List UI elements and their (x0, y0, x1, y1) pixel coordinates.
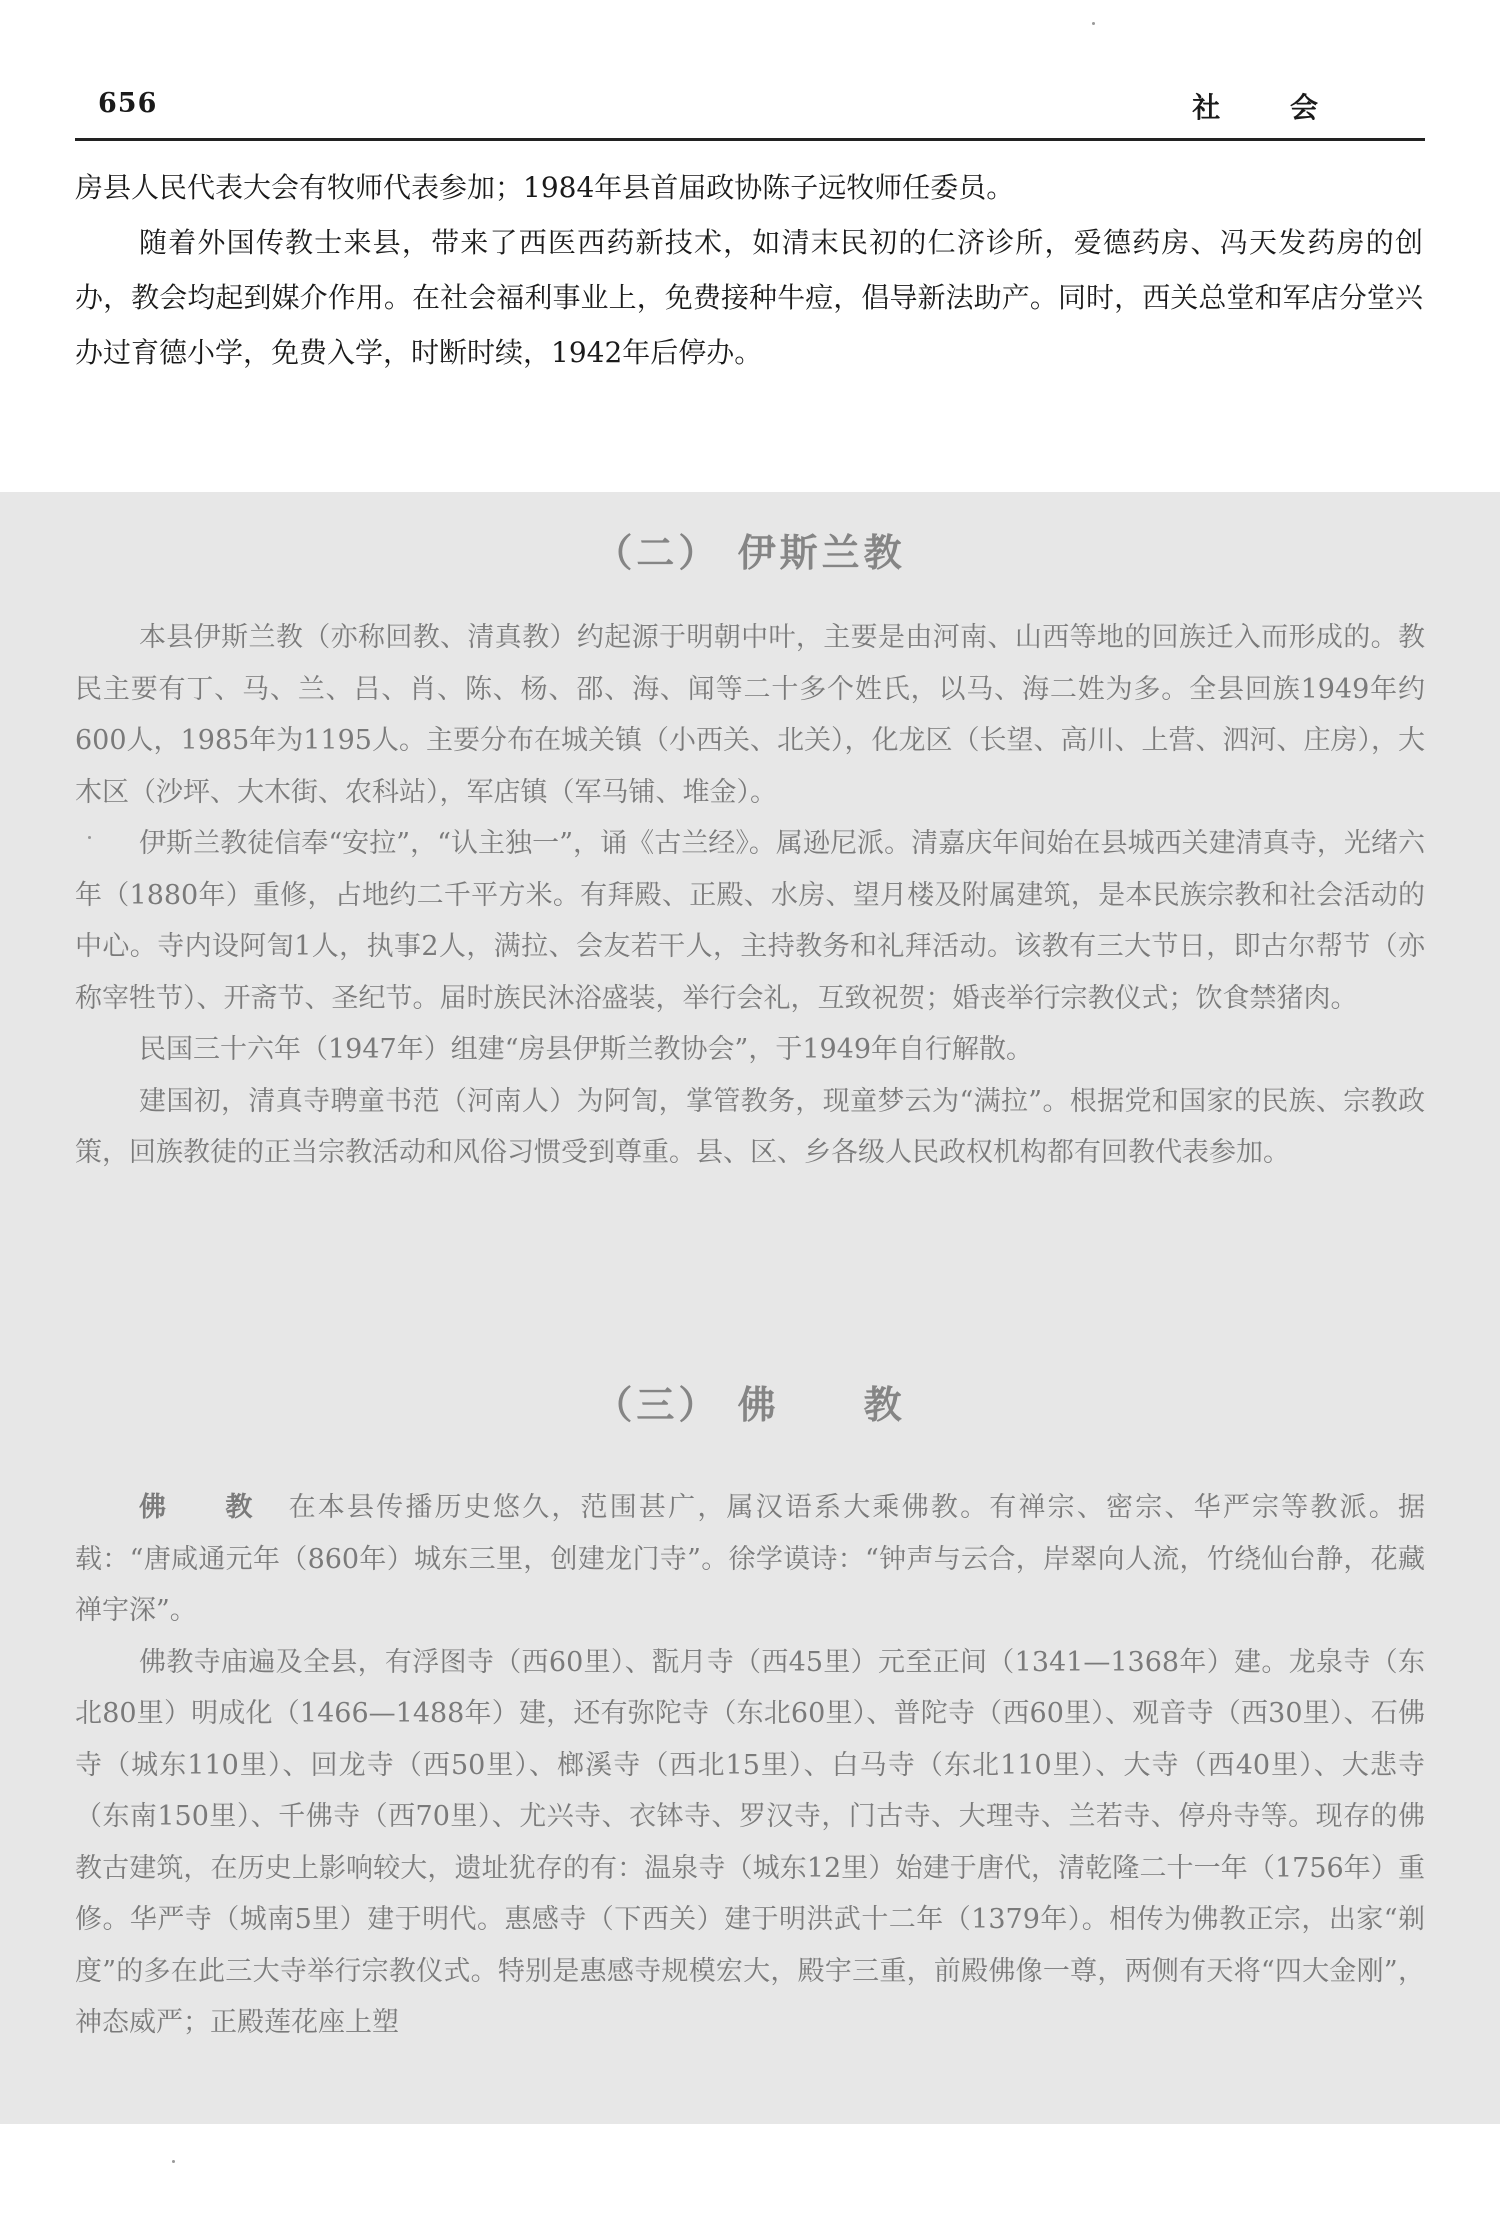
paragraph-text: 在本县传播历史悠久，范围甚广，属汉语系大乘佛教。有禅宗、密宗、华严宗等教派。据载：“唐咸通元年（860年）城东三里，创建龙门寺”。徐学谟诗：“钟声与云合，岸翠向人流，竹绕仙台静，花藏禅宇深”。 (75, 1492, 1426, 1626)
paragraph: 随着外国传教士来县，带来了西医西药新技术，如清末民初的仁济诊所，爱德药房、冯天发药房的创办，教会均起到媒介作用。在社会福利事业上，免费接种牛痘，倡导新法助产。同时，西关总堂和军店分堂兴办过育德小学，免费入学，时断时续，1942年后停办。 (75, 226, 1423, 369)
paragraph: 民国三十六年（1947年）组建“房县伊斯兰教协会”，于1949年自行解散。 (139, 1034, 1034, 1065)
scan-speck (88, 836, 91, 839)
paragraph: 本县伊斯兰教（亦称回教、清真教）约起源于明朝中叶，主要是由河南、山西等地的回族迁入而形成的。教民主要有丁、马、兰、吕、肖、陈、杨、邵、海、闻等二十多个姓氏，以马、海二姓为多。全县回族1949年约600人，1985年为1195人。主要分布在城关镇（小西关、北关），化龙区（长望、高川、上营、泗河、庄房），大木区（沙坪、大木街、农科站），军店镇（军马铺、堆金）。 (75, 622, 1425, 808)
section-body-islam (75, 612, 1425, 1179)
paragraph: 伊斯兰教徒信奉“安拉”，“认主独一”，诵《古兰经》。属逊尼派。清嘉庆年间始在县城西关建清真寺，光绪六年（1880年）重修，占地约二千平方米。有拜殿、正殿、水房、望月楼及附属建筑，是本民族宗教和社会活动的中心。寺内设阿訇1人，执事2人，满拉、会友若干人，主持教务和礼拜活动。该教有三大节日，即古尔帮节（亦称宰牲节）、开斋节、圣纪节。届时族民沐浴盛装，举行会礼，互致祝贺；婚丧举行宗教仪式；饮食禁猪肉。 (75, 828, 1425, 1014)
scan-speck (172, 2160, 175, 2163)
shaded-region (0, 492, 1500, 2124)
header-rule (75, 138, 1425, 141)
top-text-block (75, 160, 1423, 380)
scan-speck (1092, 22, 1095, 25)
running-head: 社 会 (1192, 91, 1348, 124)
page-number: 656 (98, 88, 158, 119)
lead-in-term: 佛 教 (139, 1492, 269, 1523)
paragraph (75, 1482, 1425, 1637)
paragraph: 房县人民代表大会有牧师代表参加；1984年县首届政协陈子远牧师任委员。 (75, 171, 1015, 204)
section-heading-islam: （二） 伊斯兰教 (594, 530, 906, 575)
section-heading-buddhism: （三） 佛 教 (594, 1382, 906, 1427)
paragraph: 建国初，清真寺聘童书范（河南人）为阿訇，掌管教务，现童梦云为“满拉”。根据党和国家的民族、宗教政策，回族教徒的正当宗教活动和风俗习惯受到尊重。县、区、乡各级人民政权机构都有回教代表参加。 (75, 1085, 1425, 1168)
paragraph: 佛教寺庙遍及全县，有浮图寺（西60里）、翫月寺（西45里）元至正间（1341—1368年）建。龙泉寺（东北80里）明成化（1466—1488年）建，还有弥陀寺（东北60里）、普陀寺（西60里）、观音寺（西30里）、石佛寺（城东110里）、回龙寺（西50里）、榔溪寺（西北15里）、白马寺（东北110里）、大寺（西40里）、大悲寺（东南150里）、千佛寺（西70里）、尤兴寺、衣钵寺、罗汉寺，门古寺、大理寺、兰若寺、停舟寺等。现存的佛教古建筑，在历史上影响较大，遗址犹存的有：温泉寺（城东12里）始建于唐代，清乾隆二十一年（1756年）重修。华严寺（城南5里）建于明代。惠感寺（下西关）建于明洪武十二年（1379年）。相传为佛教正宗，出家“剃度”的多在此三大寺举行宗教仪式。特别是惠感寺规模宏大，殿宇三重，前殿佛像一尊，两侧有天将“四大金刚”，神态威严；正殿莲花座上塑 (75, 1646, 1425, 2038)
section-body-buddhism (75, 1482, 1425, 2049)
